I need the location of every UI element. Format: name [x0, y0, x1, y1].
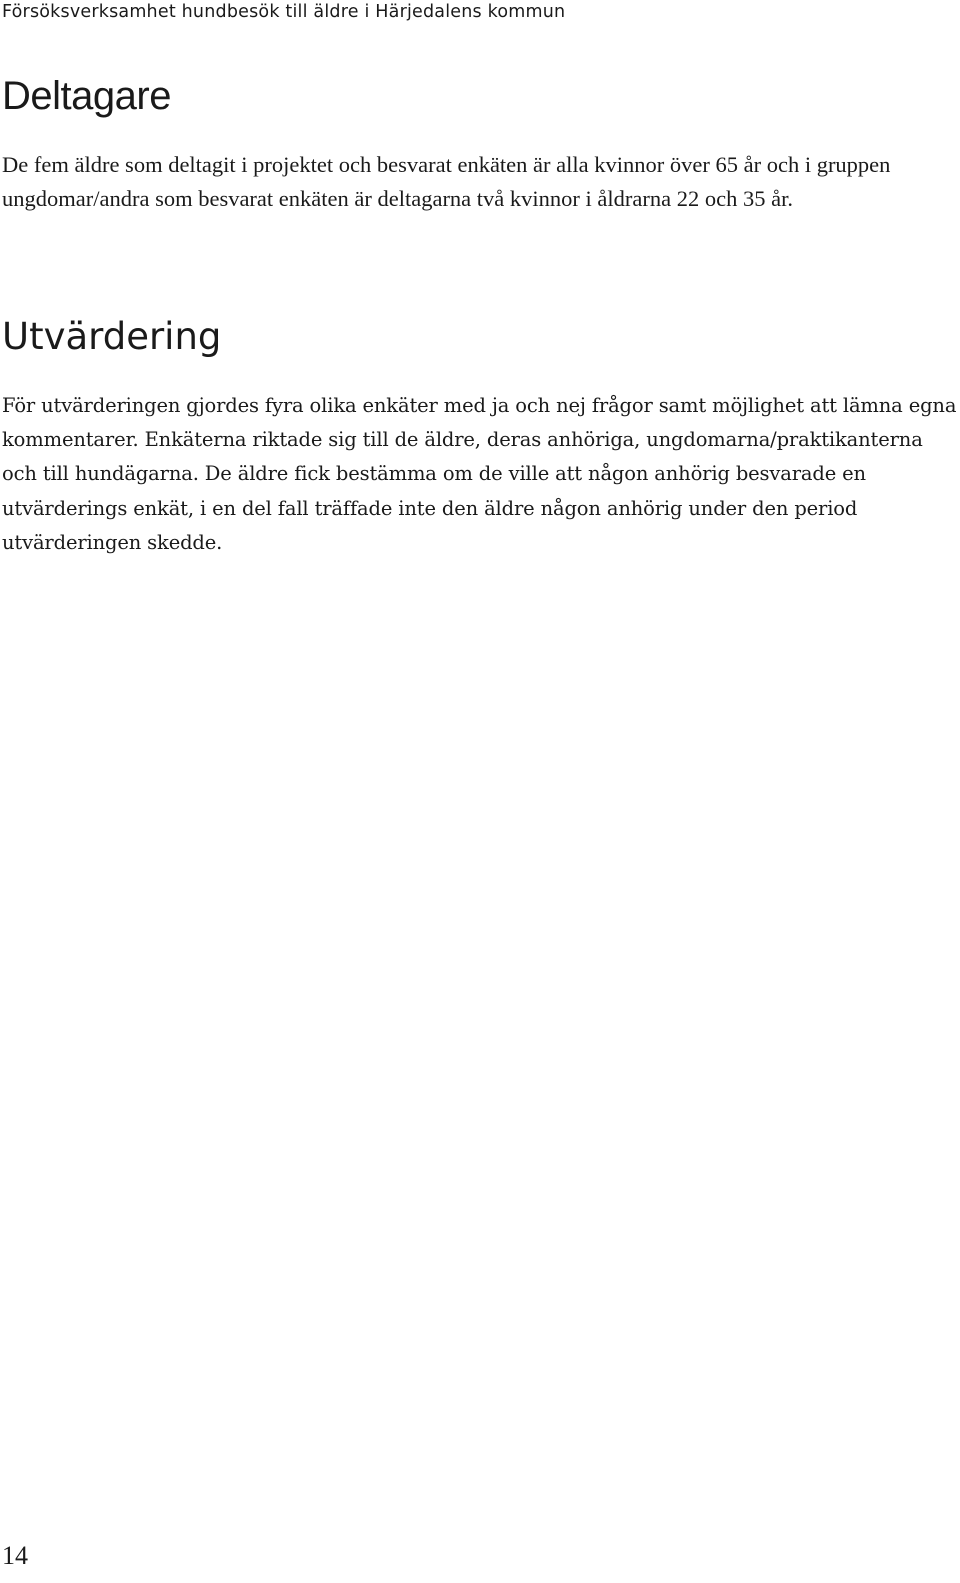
section-heading-deltagare: Deltagare	[2, 74, 171, 118]
page-number: 14	[2, 1541, 28, 1570]
paragraph-utvardering: För utvärderingen gjordes fyra olika enkäter med ja och nej frågor samt möjlighet att lämna egna kommentarer. Enkäterna riktade sig till de äldre, deras anhöriga, ungdomarna/praktikanterna och till hundägarna. De äldre fick bestämma om de ville att någon anhörig besvarade en utvärderings enkät, i en del fall träffade inte den äldre någon anhörig under den period utvärderingen skedde.	[2, 394, 957, 554]
section-heading-utvardering: Utvärdering	[2, 315, 222, 358]
paragraph-deltagare: De fem äldre som deltagit i projektet och besvarat enkäten är alla kvinnor över 65 år och i gruppen ungdomar/andra som besvarat enkäten är deltagarna två kvinnor i åldrarna 22 och 35 år.	[2, 152, 891, 211]
running-header: Försöksverksamhet hundbesök till äldre i Härjedalens kommun	[2, 2, 566, 22]
